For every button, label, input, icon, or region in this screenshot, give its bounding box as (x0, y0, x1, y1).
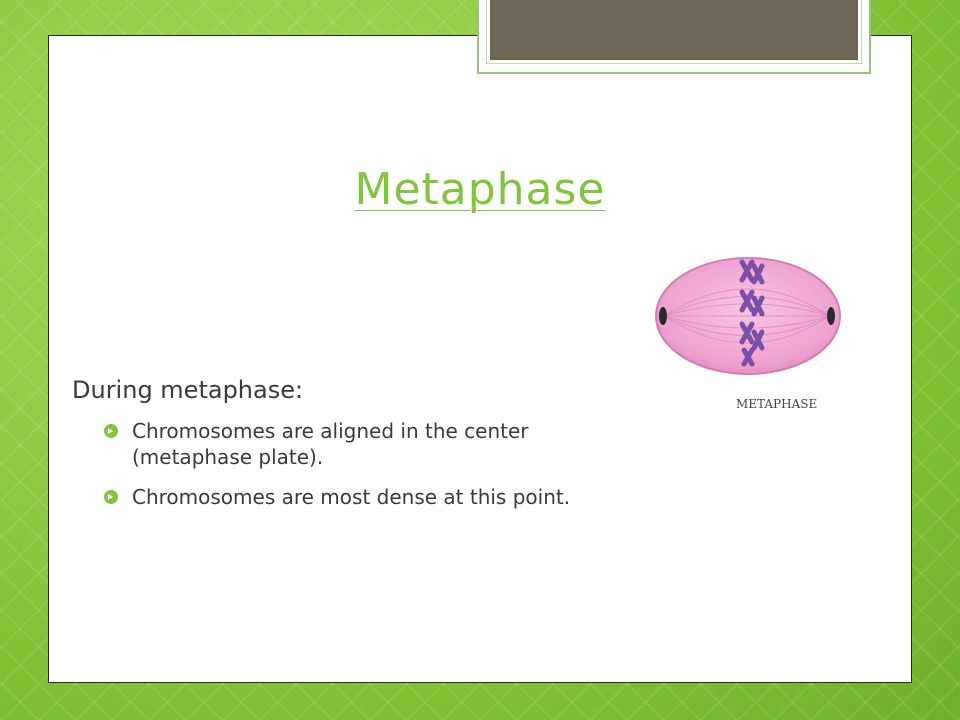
decorative-tab (487, 0, 861, 63)
bullet-text-line: Chromosomes are aligned in the center (132, 419, 529, 443)
bullet-item (72, 418, 772, 470)
bullet-icon (104, 424, 118, 438)
bullet-text-line: Chromosomes are most dense at this point. (132, 485, 571, 509)
spindle-pole-right (827, 307, 835, 325)
body-text (72, 376, 772, 524)
bullet-text-line: (metaphase plate). (132, 445, 324, 469)
lead-text: During metaphase: (72, 376, 304, 404)
slide-title[interactable]: Metaphase (354, 164, 606, 215)
bullet-item (72, 484, 772, 510)
spindle-pole-left (659, 307, 667, 325)
bullet-icon (104, 490, 118, 504)
diagram-label: METAPHASE (736, 397, 818, 411)
